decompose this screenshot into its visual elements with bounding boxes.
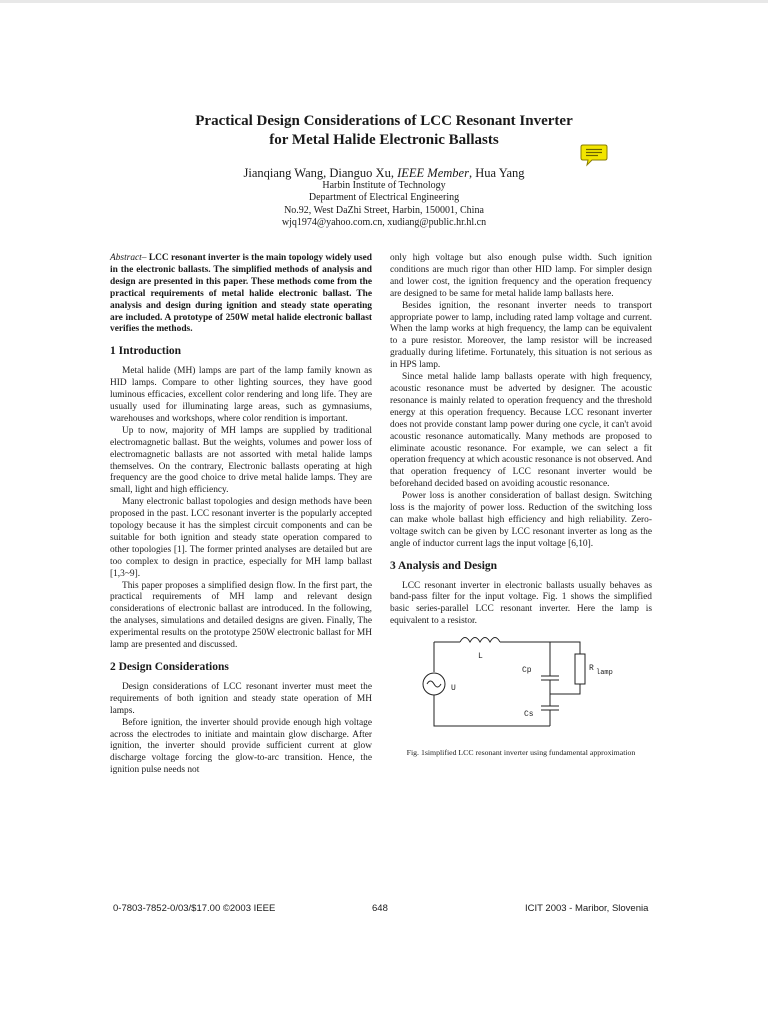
capacitor-cs-symbol xyxy=(541,706,559,710)
section-heading-introduction: 1 Introduction xyxy=(110,345,182,358)
label-resistor: R xyxy=(589,664,594,674)
capacitor-cp-symbol xyxy=(541,676,559,680)
label-cs: Cs xyxy=(524,710,534,720)
author-names-tail: , Hua Yang xyxy=(468,166,525,180)
section-heading-design-considerations: 2 Design Considerations xyxy=(110,661,229,673)
scan-edge xyxy=(0,0,768,3)
section-heading-analysis-design: 3 Analysis and Design xyxy=(390,559,498,572)
author-names: Jianqiang Wang, Dianguo Xu, xyxy=(243,166,398,180)
author-line xyxy=(100,166,668,181)
resistor-lamp-symbol xyxy=(575,654,585,684)
paragraph: Up to now, majority of MH lamps are supplied by traditional electromagnetic ballast. But the weights, volumes and power loss of electromagnetic ballasts are not assorted with metal halide lamps themselves. On the contrary, Electronic ballasts operating at high frequency are the good choice to drive metal halide lamps. They are small, light and high efficiency. xyxy=(110,425,372,496)
label-inductor: L xyxy=(478,652,483,662)
paragraph: Design considerations of LCC resonant inverter must meet the requirements of both ignition and steady state operation of MH lamps. xyxy=(110,681,372,716)
label-cp: Cp xyxy=(522,666,532,676)
title-line-2: for Metal Halide Electronic Ballasts xyxy=(269,132,499,148)
label-source: U xyxy=(451,684,456,694)
paragraph: Before ignition, the inverter should provide enough high voltage across the electrodes to initiate and maintain glow discharge. After ignition, the inverter should provide sufficient current at glow discharge voltage forcing the glow-to-arc transition. Hence, the ignition pulse needs not xyxy=(110,717,372,776)
abstract-text: LCC resonant inverter is the main topology widely used in the electronic ballasts. The simplified methods of analysis and design are presented in this paper. These methods come from the practical requirements of metal halide electronic ballast. The analysis and design during ignition and steady state operating are included. A prototype of 250W metal halide electronic ballast verifies the methods. xyxy=(110,253,372,335)
left-column xyxy=(110,253,372,777)
right-column xyxy=(390,253,652,758)
paragraph: only high voltage but also enough pulse width. Such ignition conditions are much rigor than other HID lamp. For simpler design and lower cost, the ignition frequency and the operation frequency are designed to be same for metal halide lamp ballasts here. xyxy=(390,253,652,299)
title-line-1: Practical Design Considerations of LCC Resonant Inverter xyxy=(195,113,573,129)
annotation-note-icon[interactable] xyxy=(580,143,608,167)
author-role: IEEE Member xyxy=(397,166,469,180)
lcc-circuit-diagram xyxy=(390,634,652,742)
footer-page-number: 648 xyxy=(372,903,388,914)
wire xyxy=(500,642,580,654)
paragraph: LCC resonant inverter in electronic ballasts usually behaves as band-pass filter for the input voltage. Fig. 1 shows the simplified basic series-parallel LCC resonant inverter. Here the lamp is equivalent to a resistor. xyxy=(390,580,652,627)
paragraph: This paper proposes a simplified design flow. In the first part, the practical requirements of MH lamp and relevant design considerations of electronic ballast are introduced. In the following, the analyses, simulations and detailed designs are given. Finally, The experimental results on the prototype 250W electronic ballast for MH lamp are presented and discussed. xyxy=(110,580,372,651)
abstract xyxy=(110,253,372,336)
affiliation-emails[interactable]: wjq1974@yahoo.com.cn, xudiang@public.hr.hl.cn xyxy=(281,216,487,228)
paragraph: Metal halide (MH) lamps are part of the lamp family known as HID lamps. Compare to other lighting sources, they have good luminous efficacies, excellent color rendering and long life. They are usually used for illuminating large areas, such as gymnasiums, warehouses and workshops, where color rendition is important. xyxy=(110,366,372,424)
inductor-symbol xyxy=(460,638,500,643)
footer-conference: ICIT 2003 - Maribor, Slovenia xyxy=(525,903,649,914)
paragraph: Since metal halide lamp ballasts operate with high frequency, acoustic resonance must be adverted by designer. The acoustic resonance is mainly related to operation frequency and the threshold energy at this operation frequency. Because LCC resonant inverter does not provide constant lamp power during one cycle, it can't avoid acoustic resonance automatically. Many methods are proposed to eliminate acoustic resonance. For example, we can select a fit operation frequency at which acoustic resonance is not observed. And that operation frequency of LCC resonant inverter would be beforehand decided based on avoiding acoustic resonance. xyxy=(390,372,652,490)
figure-1 xyxy=(390,634,652,742)
paragraph: Many electronic ballast topologies and design methods have been proposed in the past. LCC resonant inverter is the popularly accepted topology because it has the simplest circuit components and can be suitable for both ignition and steady state operation compared to other topologies [1]. The former printed analyses are detailed but are too complex to design in practice, especially for MH lamp ballast [1,3~9]. xyxy=(110,497,372,579)
figure-caption: Fig. 1simplified LCC resonant inverter using fundamental approximation xyxy=(406,748,636,758)
affiliation-department: Department of Electrical Engineering xyxy=(308,192,460,204)
footer-isbn: 0-7803-7852-0/03/$17.00 ©2003 IEEE xyxy=(113,903,276,914)
abstract-lead: Abstract– xyxy=(110,253,147,263)
paragraph: Power loss is another consideration of ballast design. Switching loss is the majority of power loss. Reduction of the switching loss can make whole ballast high efficiency and high reliability. Zero-voltage switch can be given by LCC resonant inverter as long as the angle of inductor current lags the input voltage [6,10]. xyxy=(390,491,652,549)
paragraph: Besides ignition, the resonant inverter needs to transport appropriate power to lamp, including rated lamp voltage and current. When the lamp works at high frequency, the lamp can be equivalent to a pure resistor. Moreover, the lamp resistor will be increased gradually during lifetime. Fortunately, this situation is not serious as in HPS lamp. xyxy=(390,300,652,371)
label-resistor-sub: lamp xyxy=(596,669,613,678)
affiliation-address: No.92, West DaZhi Street, Harbin, 150001, China xyxy=(284,204,484,216)
affiliation-institute: Harbin Institute of Technology xyxy=(322,180,446,191)
affiliation-block xyxy=(100,180,668,229)
